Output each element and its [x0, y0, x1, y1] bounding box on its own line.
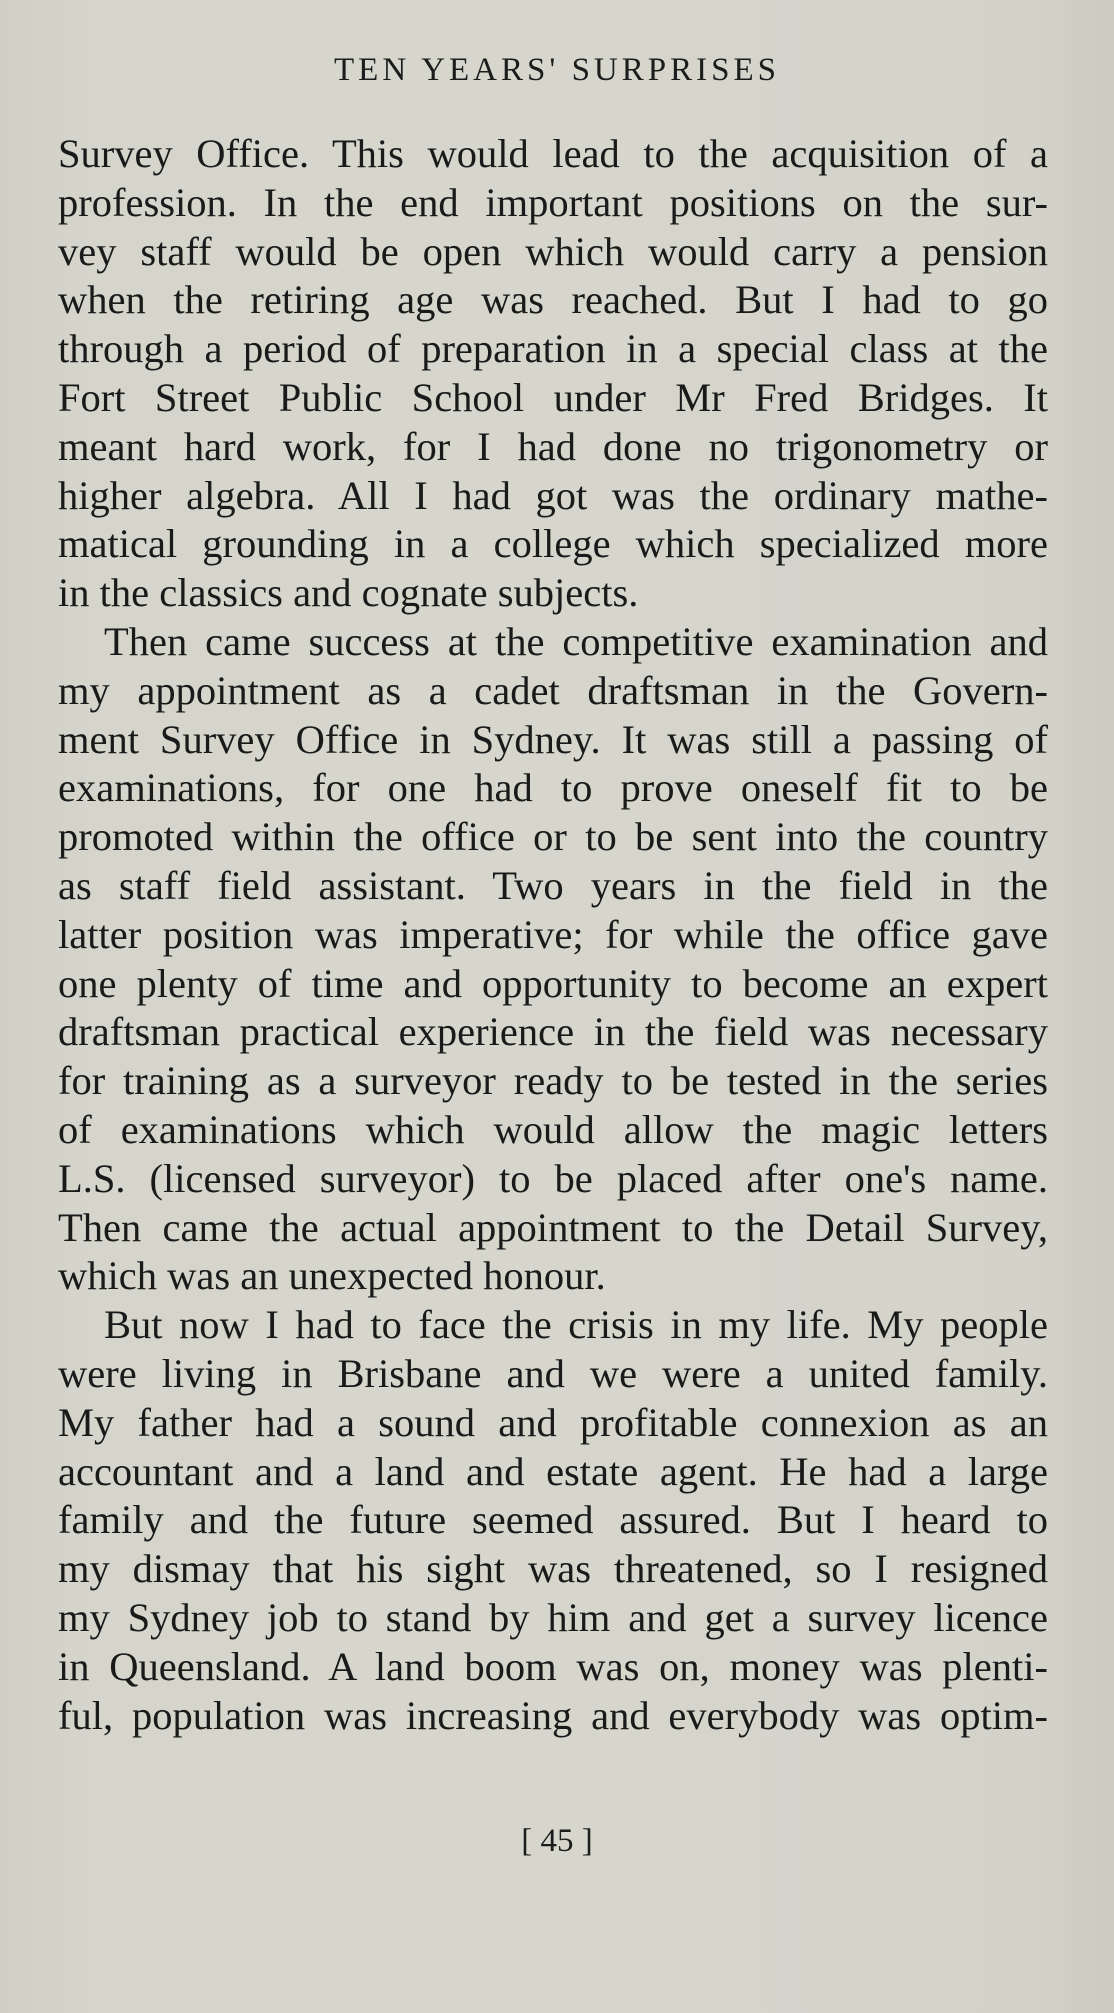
- running-head: TEN YEARS' SURPRISES: [334, 52, 780, 88]
- text-line: family and the future seemed assured. But I heard to: [58, 1497, 1048, 1543]
- paragraph: [58, 130, 1048, 618]
- paragraph: [58, 618, 1048, 1301]
- body-text: [58, 130, 1048, 1740]
- text-line: ful, population was increasing and everybody was optim-: [58, 1692, 1048, 1738]
- text-line: matical grounding in a college which specialized more: [58, 521, 1048, 567]
- text-line: latter position was imperative; for while the office gave: [58, 911, 1048, 957]
- text-line: my dismay that his sight was threatened, so I resigned: [58, 1546, 1048, 1592]
- text-line: draftsman practical experience in the field was necessary: [58, 1009, 1048, 1055]
- text-line: My father had a sound and profitable connexion as an: [58, 1399, 1048, 1445]
- text-line: for training as a surveyor ready to be tested in the series: [58, 1058, 1048, 1104]
- text-line: of examinations which would allow the magic letters: [58, 1106, 1048, 1152]
- text-line: L.S. (licensed surveyor) to be placed after one's name.: [58, 1155, 1048, 1201]
- text-line: ment Survey Office in Sydney. It was still a passing of: [58, 716, 1048, 762]
- text-line: meant hard work, for I had done no trigonometry or: [58, 423, 1048, 469]
- text-line: promoted within the office or to be sent into the country: [58, 814, 1048, 860]
- text-line: in the classics and cognate subjects.: [58, 570, 639, 616]
- text-line: one plenty of time and opportunity to become an expert: [58, 960, 1048, 1006]
- text-line: examinations, for one had to prove oneself fit to be: [58, 765, 1048, 811]
- text-line: Then came the actual appointment to the Detail Survey,: [58, 1204, 1048, 1250]
- text-line: accountant and a land and estate agent. He had a large: [58, 1448, 1048, 1494]
- text-line: as staff field assistant. Two years in the field in the: [58, 862, 1048, 908]
- text-line: But now I had to face the crisis in my life. My people: [104, 1302, 1048, 1348]
- text-line: profession. In the end important positions on the sur-: [58, 179, 1048, 225]
- paragraph: [58, 1301, 1048, 1740]
- page-number: [ 45 ]: [521, 1823, 593, 1859]
- text-line: through a period of preparation in a special class at the: [58, 326, 1048, 372]
- text-line: Then came success at the competitive examination and: [104, 618, 1048, 664]
- text-line: my appointment as a cadet draftsman in the Govern-: [58, 667, 1048, 713]
- text-line: in Queensland. A land boom was on, money was plenti-: [58, 1643, 1048, 1689]
- text-line: higher algebra. All I had got was the ordinary mathe-: [58, 472, 1048, 518]
- text-line: when the retiring age was reached. But I had to go: [58, 277, 1048, 323]
- text-line: my Sydney job to stand by him and get a survey licence: [58, 1594, 1048, 1640]
- text-line: Fort Street Public School under Mr Fred Bridges. It: [58, 374, 1048, 420]
- text-line: were living in Brisbane and we were a united family.: [58, 1350, 1048, 1396]
- text-line: vey staff would be open which would carry a pension: [58, 228, 1048, 274]
- text-line: Survey Office. This would lead to the acquisition of a: [58, 131, 1048, 176]
- text-line: which was an unexpected honour.: [58, 1253, 606, 1299]
